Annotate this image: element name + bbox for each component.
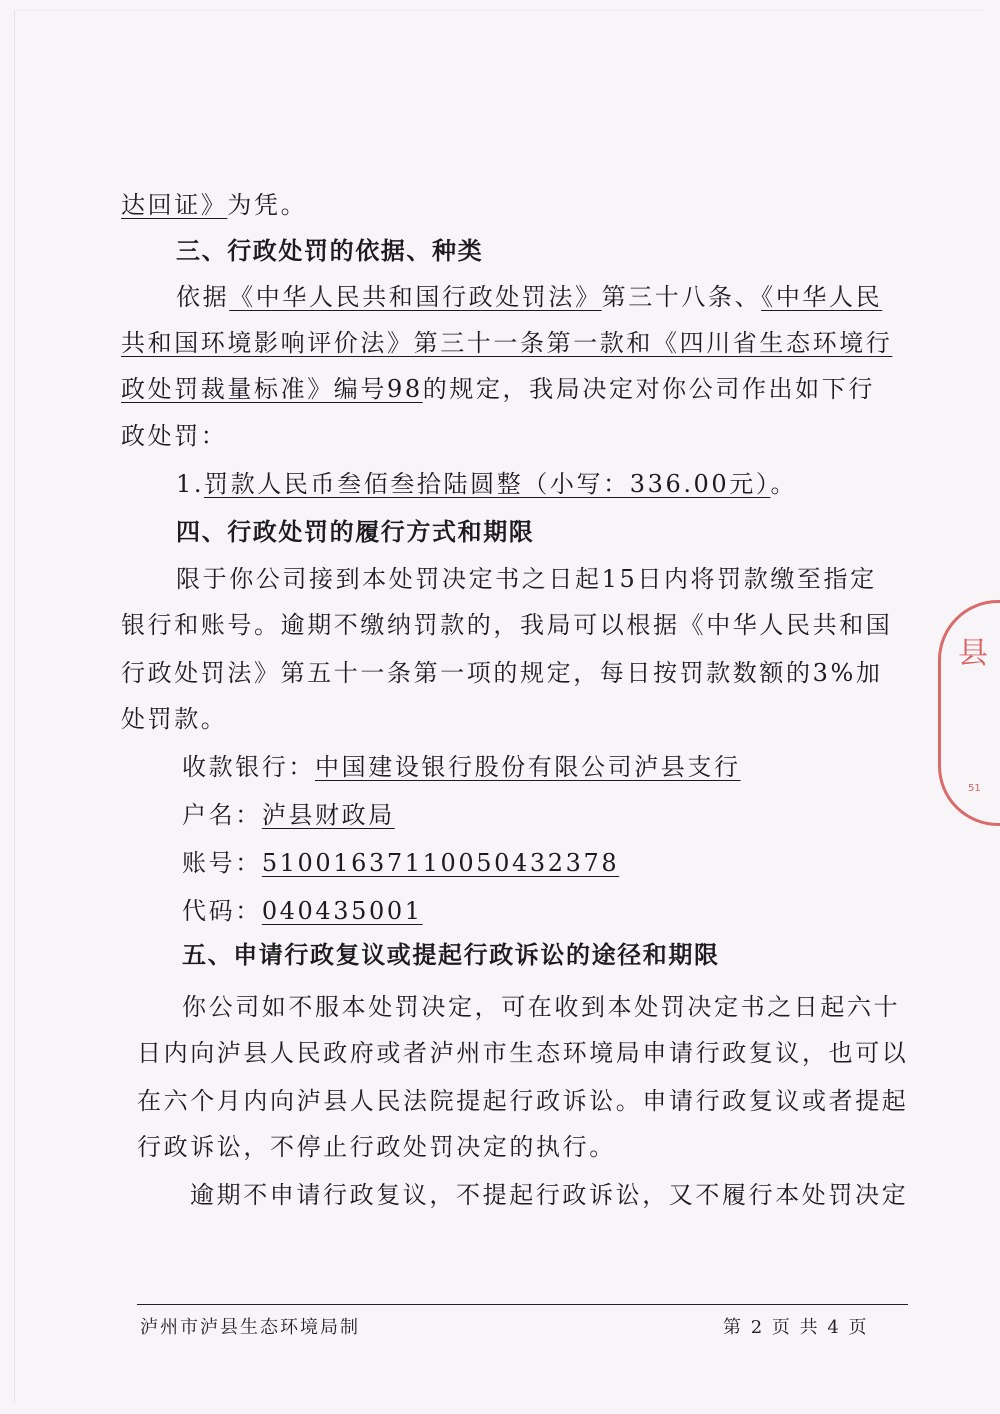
bank-code-row: 代码：040435001 (182, 897, 423, 925)
section-heading-4: 四、行政处罚的履行方式和期限 (176, 517, 535, 546)
account-name-row: 户名：泸县财政局 (182, 801, 395, 829)
section-heading-5: 五、申请行政复议或提起行政诉讼的途径和期限 (182, 940, 720, 969)
footer-issuer: 泸州市泸县生态环境局制 (140, 1317, 360, 1338)
seal-text: 县 (958, 636, 988, 671)
paragraph-5-line-1: 你公司如不服本处罚决定，可在收到本处罚决定书之日起六十 (182, 993, 901, 1021)
paragraph-5-line-2: 日内向泸县人民政府或者泸州市生态环境局申请行政复议，也可以 (137, 1039, 909, 1067)
paragraph-5-line-3: 在六个月内向泸县人民法院提起行政诉讼。申请行政复议或者提起 (137, 1087, 909, 1115)
paragraph-3-line-2: 共和国环境影响评价法》第三十一条第一款和《四川省生态环境行 (121, 329, 893, 357)
paragraph-4-line-2: 银行和账号。逾期不缴纳罚款的，我局可以根据《中华人民共和国 (121, 611, 893, 639)
paragraph-4-line-1: 限于你公司接到本处罚决定书之日起15日内将罚款缴至指定 (176, 565, 877, 593)
account-number-row: 账号：51001637110050432378 (182, 849, 620, 877)
paragraph-4-line-3: 行政处罚法》第五十一条第一项的规定，每日按罚款数额的3%加 (121, 659, 883, 687)
paragraph-3-line-1: 依据《中华人民共和国行政处罚法》第三十八条、《中华人民 (176, 283, 883, 311)
paragraph-4-line-4: 处罚款。 (121, 705, 228, 733)
paragraph-3-line-3: 政处罚裁量标准》编号98的规定，我局决定对你公司作出如下行 (121, 375, 875, 403)
bank-row: 收款银行：中国建设银行股份有限公司泸县支行 (182, 753, 741, 781)
penalty-item-1: 1.罚款人民币叁佰叁拾陆圆整（小写：336.00元）。 (176, 470, 798, 498)
continued-line: 达回证》为凭。 (121, 191, 308, 219)
paragraph-5-line-4: 行政诉讼，不停止行政处罚决定的执行。 (137, 1133, 616, 1161)
footer-page-number: 第 2 页 共 4 页 (723, 1317, 869, 1338)
section-heading-3: 三、行政处罚的依据、种类 (176, 236, 484, 265)
footer-rule (137, 1304, 908, 1305)
seal-number: 51 (968, 783, 981, 794)
paragraph-6-line-1: 逾期不申请行政复议，不提起行政诉讼，又不履行本处罚决定 (190, 1181, 909, 1209)
paragraph-3-line-4: 政处罚： (121, 422, 228, 450)
